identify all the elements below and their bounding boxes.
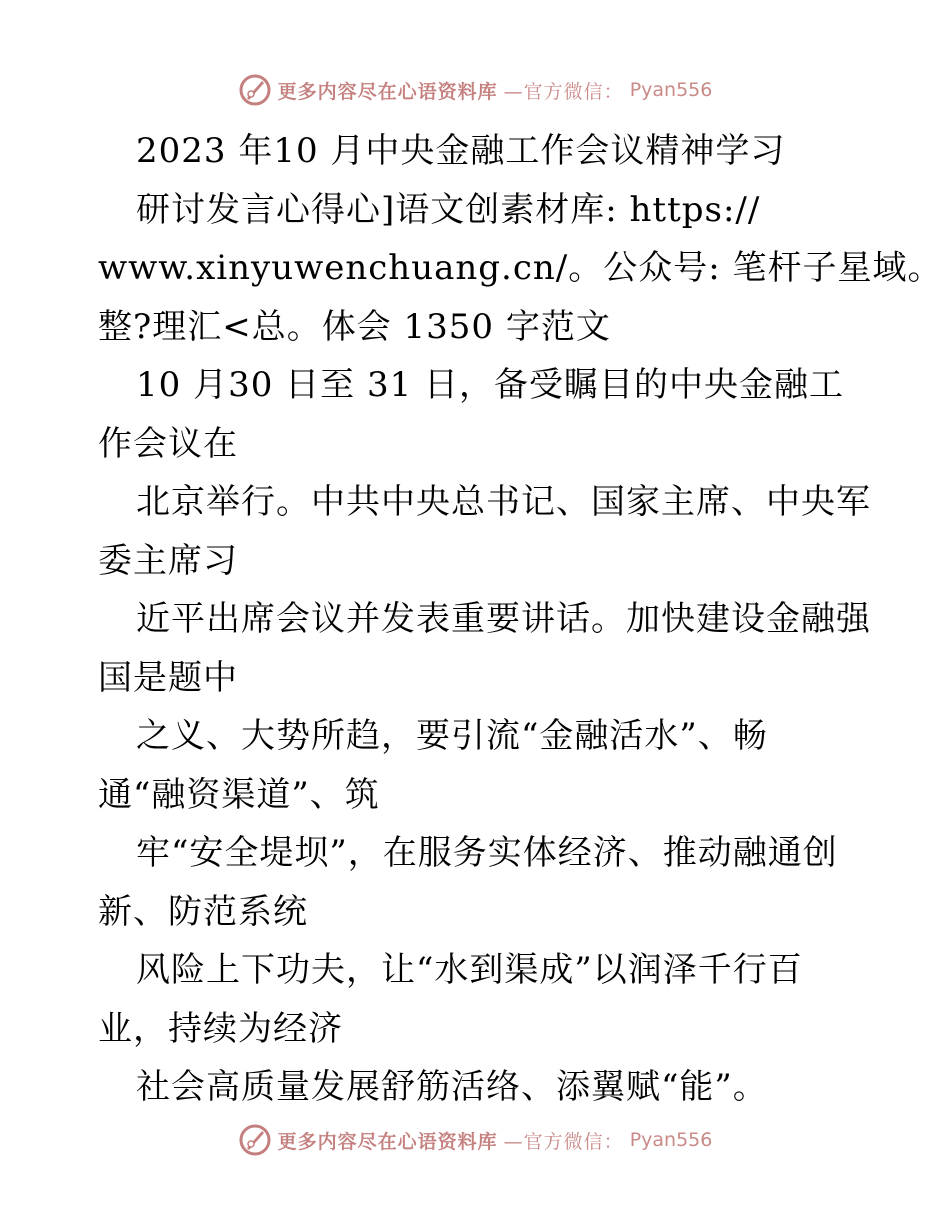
text-line: 之义、大势所趋，要引流“金融活水”、畅 — [136, 716, 768, 756]
text-line: 社会高质量发展舒筋活络、添翼赋“能”。 — [136, 1067, 768, 1107]
text-line: 风险上下功夫，让“水到渠成”以润泽千行百 — [136, 950, 803, 990]
text-line: 作会议在 — [98, 423, 238, 464]
watermark-wechat-id: Pyan556 — [629, 79, 713, 101]
footer-watermark — [0, 1120, 950, 1160]
text-line: 国是题中 — [98, 657, 238, 698]
text-line: 研讨发言心得心]语文创素材库: https:// — [136, 189, 761, 230]
watermark-text: 更多内容尽在心语资料库 — [277, 1130, 498, 1153]
watermark-label: —官方微信： — [503, 1130, 624, 1153]
text-line: 委主席习 — [98, 540, 238, 581]
watermark-text: 更多内容尽在心语资料库 — [277, 80, 498, 103]
text-line: 北京举行。中共中央总书记、国家主席、中央军 — [136, 482, 871, 522]
text-line: 牢“安全堤坝”，在服务实体经济、推动融通创 — [136, 833, 838, 873]
text-line: 新、防范系统 — [98, 891, 308, 932]
text-line: 10 月30 日至 31 日，备受瞩目的中央金融工 — [136, 365, 845, 405]
text-line: 近平出席会议并发表重要讲话。加快建设金融强 — [136, 599, 871, 639]
header-watermark — [0, 70, 950, 110]
text-line: 业，持续为经济 — [98, 1008, 343, 1049]
text-line: 通“融资渠道”、筑 — [98, 774, 380, 815]
quill-logo-icon — [238, 73, 272, 107]
text-line: 整?理汇<总。体会 1350 字范文 — [98, 306, 611, 347]
text-line: www.xinyuwenchuang.cn/。公众号: 笔杆子星域。 — [98, 248, 943, 288]
watermark-label: —官方微信： — [503, 80, 624, 103]
text-line: 2023 年10 月中央金融工作会议精神学习 — [136, 131, 786, 171]
quill-logo-icon — [238, 1123, 272, 1157]
document-body — [98, 122, 943, 1117]
watermark-wechat-id: Pyan556 — [629, 1129, 713, 1151]
